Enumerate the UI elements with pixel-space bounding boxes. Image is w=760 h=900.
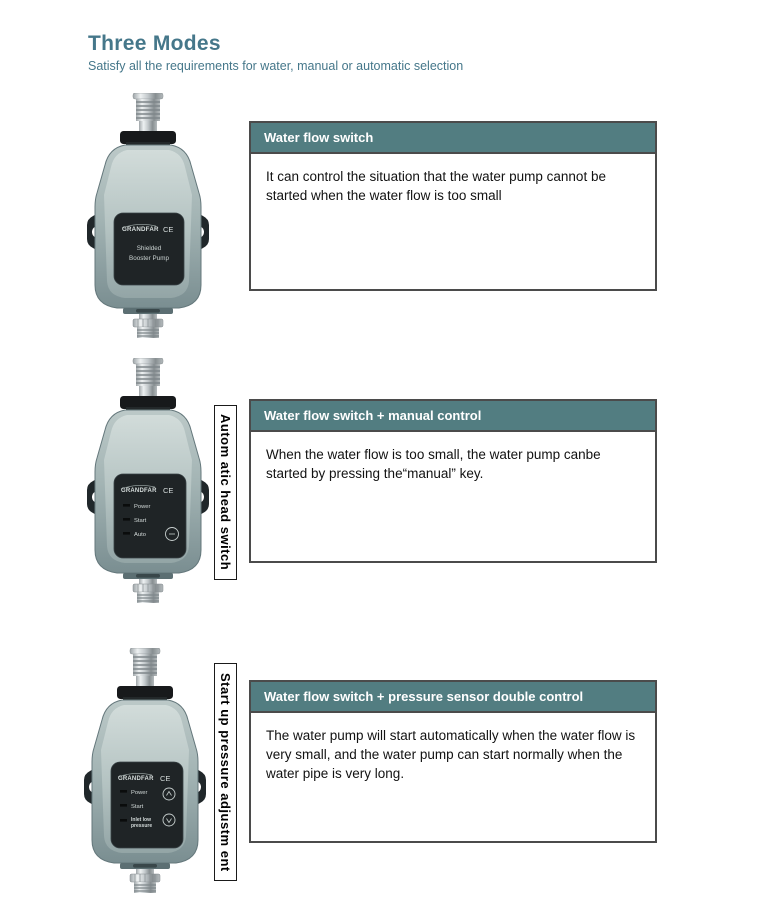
inlet-pipe-icon <box>133 358 163 397</box>
ce-mark: CE <box>160 774 171 783</box>
ce-mark: CE <box>163 486 174 495</box>
mode-box-pressure-sensor <box>249 680 657 843</box>
panel-label-line2: Booster Pump <box>129 255 169 262</box>
mode-box-manual-control <box>249 399 657 563</box>
page-subtitle: Satisfy all the requirements for water, manual or automatic selection <box>88 59 464 73</box>
side-label-startup-pressure-adjustment <box>214 663 237 881</box>
side-label-automatic-head-switch <box>214 405 237 580</box>
inlet-pipe-icon <box>130 648 160 687</box>
led-label-start: Start <box>131 804 144 810</box>
ce-mark: CE <box>163 225 174 234</box>
front-panel <box>114 474 186 558</box>
led-label-power: Power <box>134 504 151 510</box>
mode-box-water-flow-switch <box>249 121 657 291</box>
led-label-start: Start <box>134 518 147 524</box>
led-label-pressure: pressure <box>131 823 153 829</box>
mode-box-description: When the water flow is too small, the water pump canbe started by pressing the“manual” key. <box>266 447 601 482</box>
led-label-inlet-low: Inlet low <box>131 817 151 823</box>
brand-logo: GRANDFAR <box>118 776 154 782</box>
mode-box-description: It can control the situation that the water pump cannot be started when the water flow is too small <box>266 169 606 204</box>
led-label-power: Power <box>131 790 148 796</box>
panel-label-line1: Shielded <box>136 245 162 252</box>
outlet-pipe-icon <box>120 863 170 893</box>
mode-box-header: Water flow switch <box>251 123 655 154</box>
page-title: Three Modes <box>88 32 221 55</box>
inlet-pipe-icon <box>133 93 163 132</box>
mode-box-header: Water flow switch + manual control <box>251 401 655 432</box>
brand-logo: GRANDFAR <box>122 226 159 233</box>
outlet-pipe-icon <box>123 308 173 338</box>
pump-illustration-manual-control <box>83 358 213 603</box>
led-label-auto: Auto <box>134 532 146 538</box>
pump-illustration-shielded-booster <box>83 93 213 338</box>
side-label-text: Autom atic head switch <box>218 414 233 571</box>
outlet-pipe-icon <box>123 573 173 603</box>
mode-box-description: The water pump will start automatically when the water flow is very small, and the water pump can start normally when the water pipe is very long. <box>266 728 636 782</box>
brand-logo: GRANDFAR <box>121 488 157 494</box>
pump-illustration-pressure-sensor <box>80 648 210 893</box>
mode-box-header: Water flow switch + pressure sensor double control <box>251 682 655 713</box>
side-label-text: Start up pressure adjustm ent <box>218 672 233 872</box>
